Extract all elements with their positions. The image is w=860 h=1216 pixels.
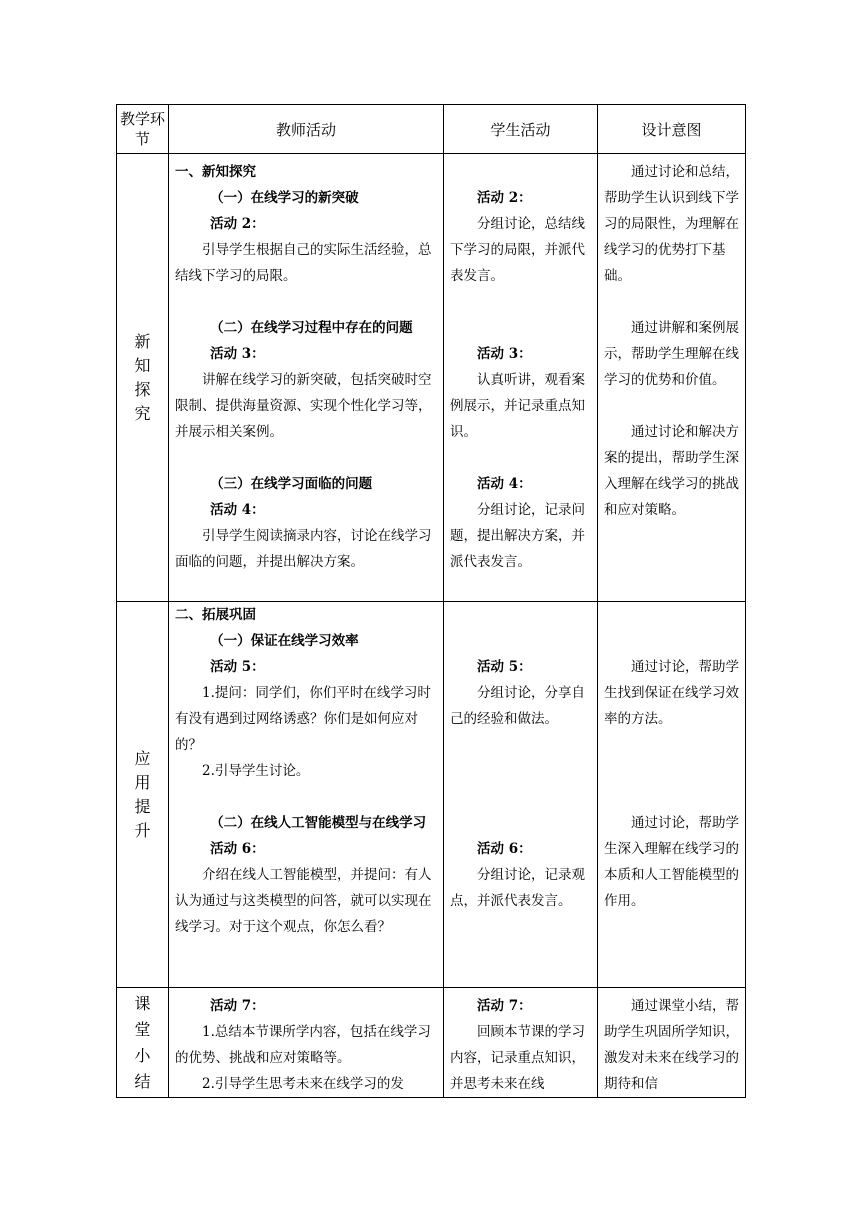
design-intent-cell (598, 154, 746, 602)
section-heading: 二、拓展巩固 (175, 607, 256, 623)
table-row (117, 988, 746, 1098)
stage-cell-application (117, 602, 169, 988)
activity-text: 分组讨论，分享自己的经验和做法。 (450, 685, 585, 727)
header-stage: 教学环节 (117, 105, 169, 154)
subsection-heading: （二）在线人工智能模型与在线学习 (210, 815, 427, 831)
activity-label: 活动 4： (210, 502, 265, 518)
student-activity-cell (444, 154, 598, 602)
stage-char: 新 (134, 331, 151, 351)
activity-label: 活动 3： (210, 346, 265, 362)
activity-text: 分组讨论，记录问题，提出解决方案，并派代表发言。 (450, 502, 585, 570)
activity-text: 1.总结本节课所学内容，包括在线学习的优势、挑战和应对策略等。 (175, 1024, 431, 1066)
stage-cell-new-knowledge (117, 154, 169, 602)
header-design-intent: 设计意图 (598, 105, 746, 154)
teacher-activity-cell (169, 154, 444, 602)
stage-char: 究 (134, 403, 151, 423)
design-text: 通过讨论，帮助学生找到保证在线学习效率的方法。 (604, 659, 739, 727)
activity-text: 1.提问：同学们，你们平时在线学习时有没有遇到过网络诱惑？你们是如何应对的？ (175, 685, 431, 753)
teacher-activity-cell (169, 602, 444, 988)
student-activity-cell (444, 602, 598, 988)
design-text: 通过课堂小结，帮助学生巩固所学知识，激发对未来在线学习的期待和信 (604, 998, 739, 1092)
subsection-heading: （一）保证在线学习效率 (210, 633, 359, 649)
activity-text: 讲解在线学习的新突破，包括突破时空限制、提供海量资源、实现个性化学习等，并展示相关案例。 (175, 372, 432, 440)
activity-text: 2.引导学生思考未来在线学习的发 (202, 1076, 404, 1092)
table-row (117, 602, 746, 988)
design-intent-cell (598, 602, 746, 988)
activity-text: 引导学生阅读摘录内容，讨论在线学习面临的问题，并提出解决方案。 (175, 528, 432, 570)
stage-char: 知 (134, 355, 151, 375)
activity-label: 活动 2： (210, 216, 265, 232)
activity-text: 引导学生根据自己的实际生活经验，总结线下学习的局限。 (175, 242, 432, 284)
activity-label: 活动 6： (210, 841, 265, 857)
design-text: 通过讨论和解决方案的提出，帮助学生深入理解在线学习的挑战和应对策略。 (604, 424, 739, 518)
design-intent-cell (598, 988, 746, 1098)
activity-text: 介绍在线人工智能模型，并提问：有人认为通过与这类模型的问答，就可以实现在线学习。对于这个观点，你怎么看？ (175, 867, 432, 935)
stage-char: 堂 (134, 1019, 151, 1039)
stage-char: 升 (134, 820, 151, 840)
subsection-heading: （二）在线学习过程中存在的问题 (210, 320, 413, 336)
table-header-row (117, 105, 746, 154)
stage-char: 用 (134, 772, 151, 792)
activity-label: 活动 3： (477, 346, 532, 362)
stage-char: 提 (134, 796, 151, 816)
activity-text: 认真听讲，观看案例展示，并记录重点知识。 (450, 372, 585, 440)
table-row (117, 154, 746, 602)
design-text: 通过讨论，帮助学生深入理解在线学习的本质和人工智能模型的作用。 (604, 815, 739, 909)
activity-label: 活动 5： (477, 659, 532, 675)
header-teacher-activity: 教师活动 (169, 105, 444, 154)
stage-char: 课 (134, 993, 151, 1013)
activity-label: 活动 7： (210, 998, 265, 1014)
activity-label: 活动 4： (477, 476, 532, 492)
activity-text: 分组讨论，总结线下学习的局限，并派代表发言。 (450, 216, 585, 284)
subsection-heading: （三）在线学习面临的问题 (210, 476, 373, 492)
stage-char: 应 (134, 748, 151, 768)
activity-label: 活动 2： (477, 190, 532, 206)
design-text: 通过讲解和案例展示，帮助学生理解在线学习的优势和价值。 (604, 320, 739, 388)
stage-char: 结 (134, 1071, 151, 1091)
activity-label: 活动 7： (477, 998, 532, 1014)
teacher-activity-cell (169, 988, 444, 1098)
design-text: 通过讨论和总结，帮助学生认识到线下学习的局限性，为理解在线学习的优势打下基础。 (604, 164, 739, 284)
activity-text: 2.引导学生讨论。 (202, 763, 310, 779)
header-student-activity: 学生活动 (444, 105, 598, 154)
activity-label: 活动 5： (210, 659, 265, 675)
activity-text: 回顾本节课的学习内容，记录重点知识，并思考未来在线 (450, 1024, 585, 1092)
activity-text: 分组讨论，记录观点，并派代表发言。 (450, 867, 585, 909)
lesson-plan-table (116, 104, 746, 1098)
activity-label: 活动 6： (477, 841, 532, 857)
section-heading: 一、新知探究 (175, 164, 256, 180)
student-activity-cell (444, 988, 598, 1098)
stage-cell-summary (117, 988, 169, 1098)
stage-char: 小 (134, 1045, 151, 1065)
stage-char: 探 (134, 379, 151, 399)
subsection-heading: （一）在线学习的新突破 (210, 190, 359, 206)
